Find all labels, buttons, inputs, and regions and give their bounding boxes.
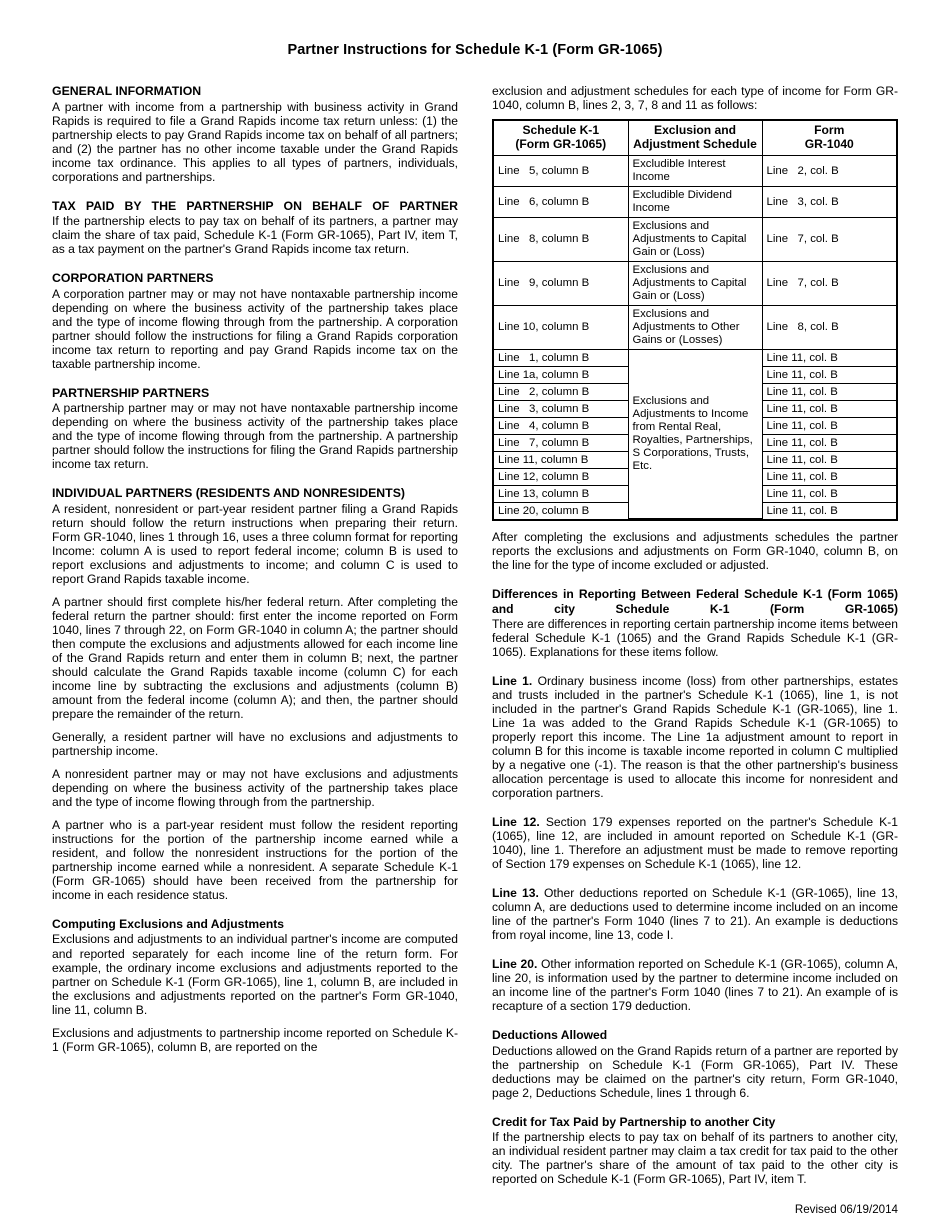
section-heading-deductions-allowed: Deductions Allowed	[492, 1028, 608, 1043]
cell-form-line: Line 11, col. B	[762, 366, 896, 383]
table-row	[494, 261, 896, 305]
spacer	[492, 659, 898, 674]
table-row	[494, 349, 896, 366]
cell-k1-line: Line 1a, column B	[494, 366, 628, 383]
paragraph: There are differences in reporting certain partnership income items between federal Schedule K-1 (1065) and the Grand Rapids Schedule K-1 (GR-1065). Explanations for these items follow.	[492, 616, 898, 659]
header-line-2: Adjustment Schedule	[633, 136, 757, 151]
left-column	[52, 84, 458, 1054]
paragraph-after-table: After completing the exclusions and adjustments schedules the partner reports the exclusions and adjustments on Form GR-1040, column B, on the line for the type of income excluded or adjusted.	[492, 530, 898, 573]
paragraph: If the partnership elects to pay tax on behalf of its partners, a partner may claim the share of tax paid, Schedule K-1 (Form GR-1065), Part IV, item T, as a tax payment on the partner's Grand Rapids income tax return.	[52, 214, 458, 257]
paragraph: Exclusions and adjustments to an individual partner's income are computed and reported separately for each income line of the return form. For example, the ordinary income exclusions and adjustments reported to the partner on Schedule K-1 (Form GR-1065), line 1, column B, are included in the exclusions and adjustments reported on the partner's Form GR-1040, line 11, column B.	[52, 932, 458, 1017]
paragraph: Exclusions and adjustments to partnership income reported on Schedule K-1 (Form GR-1065), column B, are reported on the	[52, 1025, 458, 1054]
cell-k1-line: Line 6, column B	[494, 186, 628, 217]
cell-schedule: Excludible Interest Income	[628, 155, 762, 186]
cell-k1-line: Line 2, column B	[494, 383, 628, 400]
header-line-2: GR-1040	[804, 136, 854, 151]
paragraph: A partner should first complete his/her federal return. After completing the federal return the partner should: first enter the income reported on Form 1040, lines 7 through 22, on Form GR-1040 in column A; the partner should then compute the exclusions and adjustments allowed for each income line of the Grand Rapids return and enter them in column B; next, the partner should calculate the Grand Rapids taxable income (column C) for each income line by subtracting the exclusions and adjustments (column B) amount from the federal income (column A); and then, the partner should prepare the remainder of the return.	[52, 594, 458, 722]
cell-k1-line: Line 9, column B	[494, 261, 628, 305]
line-item-label: Line 13.	[492, 886, 539, 901]
section-heading-general-information: GENERAL INFORMATION	[52, 84, 202, 98]
cell-schedule: Exclusions and Adjustments to Capital Gain or (Loss)	[628, 261, 762, 305]
line-item-text: Section 179 expenses reported on the partner's Schedule K-1 (1065), line 12, are included in amount reported on Schedule K-1 (GR-1040), line 1. Therefore an adjustment must be made to remove reporting of Section 179 expenses on Schedule K-1 (1065), line 12.	[492, 815, 898, 872]
cell-form-line: Line 8, col. B	[762, 305, 896, 349]
cell-k1-line: Line 11, column B	[494, 451, 628, 468]
spacer	[492, 521, 898, 530]
right-column	[492, 84, 898, 1186]
cell-form-line: Line 7, col. B	[762, 217, 896, 261]
cell-form-line: Line 11, col. B	[762, 400, 896, 417]
section-heading-computing-exclusions: Computing Exclusions and Adjustments	[52, 917, 285, 932]
cell-schedule-merged: Exclusions and Adjustments to Income from Rental Real, Royalties, Partnerships, S Corporations, Trusts, Etc.	[628, 349, 762, 519]
cell-form-line: Line 3, col. B	[762, 186, 896, 217]
cell-k1-line: Line 20, column B	[494, 502, 628, 519]
cell-k1-line: Line 1, column B	[494, 349, 628, 366]
cell-form-line: Line 11, col. B	[762, 468, 896, 485]
page-title: Partner Instructions for Schedule K-1 (Form GR-1065)	[287, 42, 663, 58]
spacer	[52, 758, 458, 767]
line-item-text: Other deductions reported on Schedule K-1 (GR-1065), line 13, column A, are deductions used to determine income included on an income line of the partner's Form 1040 (lines 7 to 21). An example is deductions from royal income, line 13, code I.	[492, 886, 898, 943]
cell-schedule: Exclusions and Adjustments to Capital Gain or (Loss)	[628, 217, 762, 261]
cell-k1-line: Line 10, column B	[494, 305, 628, 349]
spacer	[52, 371, 458, 386]
header-line-2: (Form GR-1065)	[515, 136, 607, 151]
cell-form-line: Line 11, col. B	[762, 502, 896, 519]
line-item-line-20	[492, 957, 898, 1013]
table-row	[494, 155, 896, 186]
cell-schedule: Exclusions and Adjustments to Other Gains or (Losses)	[628, 305, 762, 349]
section-heading-credit-for-tax-paid: Credit for Tax Paid by Partnership to another City	[492, 1114, 776, 1129]
spacer	[52, 809, 458, 818]
cell-form-line: Line 11, col. B	[762, 417, 896, 434]
paragraph: A partner with income from a partnership with business activity in Grand Rapids is required to file a Grand Rapids income tax return unless: (1) the partnership elects to pay Grand Rapids income tax on behalf of all partners; and (2) the partner has no other income taxable under the Grand Rapids income tax ordinance. This applies to all types of partners, individuals, corporations and partnerships.	[52, 99, 458, 184]
column-header-exclusion-schedule	[628, 121, 762, 155]
section-heading-corporation-partners: CORPORATION PARTNERS	[52, 271, 214, 286]
paragraph: A nonresident partner may or may not have exclusions and adjustments depending on where the business activity of the partnership takes place and the type of income flowing through from the partnership.	[52, 767, 458, 810]
spacer	[52, 1017, 458, 1026]
header-line-1: Exclusion and	[654, 123, 736, 138]
cell-k1-line: Line 8, column B	[494, 217, 628, 261]
spacer	[52, 902, 458, 917]
line-item-text: Ordinary business income (loss) from other partnerships, estates and trusts included in the partner's Schedule K-1 (1065), line 1, is not included in the partner's Grand Rapids Schedule K-1 (GR-1065), line 1. Line 1a was added to the Grand Rapids Schedule K-1 (GR-1065) to properly report this income. The Line 1a adjustment amount to report in column B for this income is taxable income reported in column C multiplied by a negative one (-1). The reason is that the other partnership's business allocation percentage is used to allocate this income for nonresident and corporation partners.	[492, 673, 899, 801]
paragraph: A corporation partner may or may not have nontaxable partnership income depending on where the business activity of the partnership takes place and the type of income flowing through from the partnership. A corporation partner should follow the instructions for filing a Grand Rapids corporation income tax return to reporting and pay Grand Rapids income tax on the taxable partnership income.	[52, 286, 458, 371]
paragraph: A partner who is a part-year resident must follow the resident reporting instructions for the portion of the partnership income earned while a resident, and follow the nonresident instructions for the portion of the partnership income earned while a nonresident. A separate Schedule K-1 (Form GR-1065) should have been received from the partnership for income in each residence status.	[52, 818, 458, 903]
cell-form-line: Line 11, col. B	[762, 383, 896, 400]
cell-form-line: Line 2, col. B	[762, 155, 896, 186]
header-line-1: Schedule K-1	[522, 123, 600, 138]
cell-k1-line: Line 3, column B	[494, 400, 628, 417]
cell-schedule: Excludible Dividend Income	[628, 186, 762, 217]
paragraph: Deductions allowed on the Grand Rapids return of a partner are reported by the partnership on Schedule K-1 (Form GR-1065), Part IV. These deductions may be claimed on the partner's city return, Form GR-1040, page 2, Deductions Schedule, lines 1 through 6.	[492, 1043, 898, 1100]
header-line-1: Form	[814, 123, 845, 138]
section-heading-individual-partners: INDIVIDUAL PARTNERS (RESIDENTS AND NONRESIDENTS)	[52, 486, 405, 501]
spacer	[492, 572, 898, 587]
cell-k1-line: Line 5, column B	[494, 155, 628, 186]
spacer	[492, 871, 898, 886]
paragraph: A resident, nonresident or part-year resident partner filing a Grand Rapids return should follow the return instructions when preparing their return. Form GR-1040, lines 1 through 16, uses a three column format for reporting Income: column A is used to report federal income; column B is used to report exclusions and adjustments to income; and column C is used to report Grand Rapids taxable income.	[52, 501, 458, 586]
crosswalk-table-wrapper	[492, 119, 898, 521]
spacer	[492, 800, 898, 815]
line-item-label: Line 20.	[492, 957, 538, 972]
spacer	[52, 184, 458, 199]
table-row	[494, 186, 896, 217]
section-heading-differences-in-reporting: Differences in Reporting Between Federal Schedule K-1 (Form 1065) and city Schedule K-1 (Form GR-1065)	[492, 587, 898, 616]
spacer	[52, 721, 458, 730]
two-column-body	[52, 84, 898, 1186]
line-item-label: Line 12.	[492, 815, 540, 830]
paragraph: Generally, a resident partner will have no exclusions and adjustments to partnership income.	[52, 730, 458, 759]
line-item-line-1	[492, 674, 898, 800]
table-row	[494, 217, 896, 261]
table-header-row	[494, 121, 896, 155]
spacer	[492, 1013, 898, 1028]
spacer	[52, 256, 458, 271]
cell-form-line: Line 11, col. B	[762, 434, 896, 451]
spacer	[492, 942, 898, 957]
column-header-form-gr1040	[762, 121, 896, 155]
paragraph: A partnership partner may or may not have nontaxable partnership income depending on where the business activity of the partnership takes place and the type of income flowing through from the partnership. A partnership partner should follow the instructions for filing the Grand Rapids partnership income tax return.	[52, 401, 458, 472]
paragraph-continued-intro: exclusion and adjustment schedules for each type of income for Form GR-1040, column B, lines 2, 3, 7, 8 and 11 as follows:	[492, 84, 898, 113]
cell-k1-line: Line 12, column B	[494, 468, 628, 485]
cell-form-line: Line 11, col. B	[762, 349, 896, 366]
spacer	[52, 471, 458, 486]
cell-k1-line: Line 7, column B	[494, 434, 628, 451]
spacer	[52, 586, 458, 595]
column-header-schedule-k1	[494, 121, 628, 155]
cell-k1-line: Line 13, column B	[494, 485, 628, 502]
spacer	[492, 1100, 898, 1115]
cell-form-line: Line 11, col. B	[762, 451, 896, 468]
cell-form-line: Line 11, col. B	[762, 485, 896, 502]
line-item-line-13	[492, 886, 898, 942]
section-heading-tax-paid-by-partnership: TAX PAID BY THE PARTNERSHIP ON BEHALF OF PARTNER	[52, 198, 458, 213]
table-row	[494, 305, 896, 349]
section-heading-partnership-partners: PARTNERSHIP PARTNERS	[52, 385, 210, 400]
crosswalk-table	[494, 121, 896, 519]
line-item-label: Line 1.	[492, 673, 533, 688]
line-item-line-12	[492, 815, 898, 871]
line-item-text: Other information reported on Schedule K-1 (GR-1065), column A, line 20, is information used by the partner to determine income included on an income line of the partner's Form 1040 (lines 7 to 21). An example of is recapture of a section 179 deduction.	[492, 957, 898, 1014]
revised-date: Revised 06/19/2014	[794, 1203, 898, 1216]
cell-form-line: Line 7, col. B	[762, 261, 896, 305]
paragraph: If the partnership elects to pay tax on behalf of its partners to another city, an individual resident partner may claim a tax credit for tax paid to the other city. The partner's share of the amount of tax paid to the other city is reported on Schedule K-1 (Form GR-1065), Part IV, item T.	[492, 1129, 898, 1186]
cell-k1-line: Line 4, column B	[494, 417, 628, 434]
